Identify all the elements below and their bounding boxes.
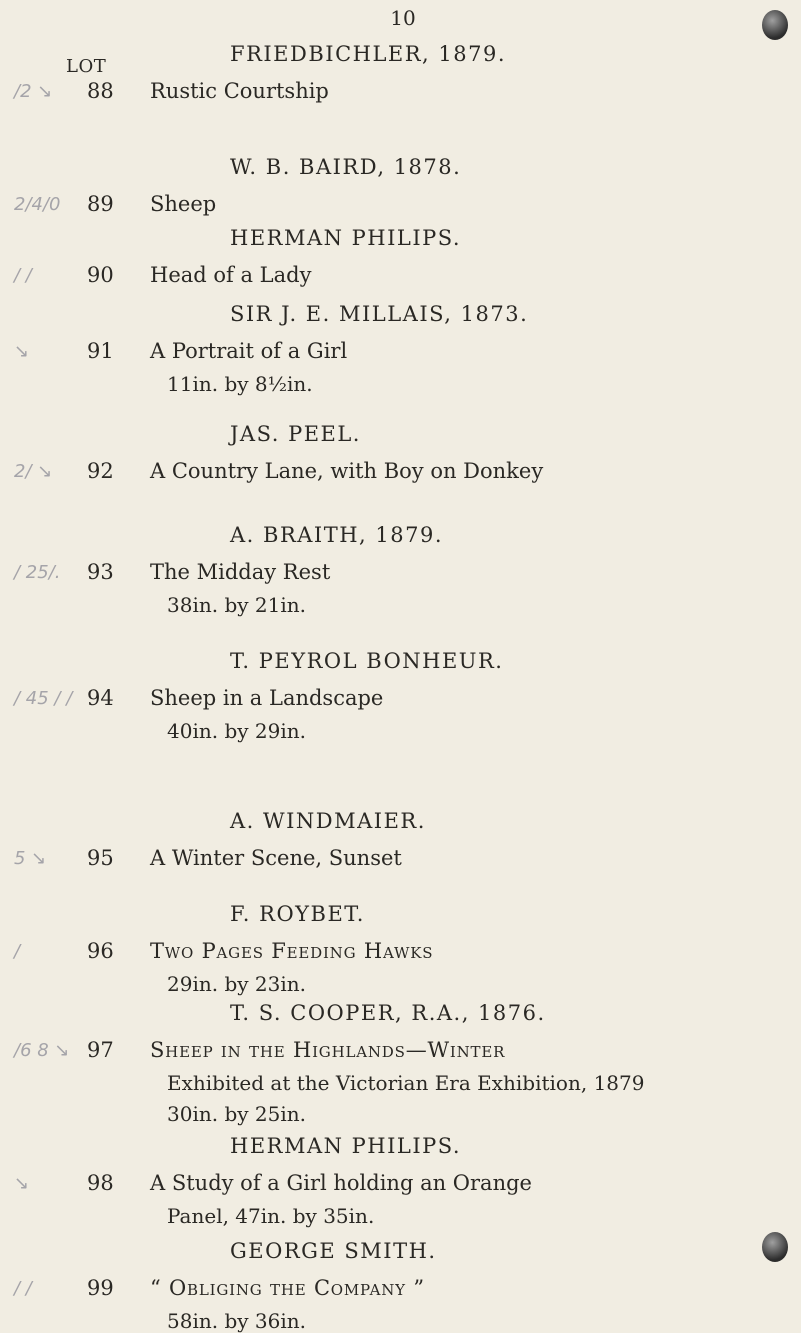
lot-detail: 29in. by 23in. [167, 972, 306, 996]
lot-title: Rustic Courtship [150, 79, 329, 103]
handwritten-price-note: /2 ↘ [14, 81, 53, 102]
lot-detail: 58in. by 36in. [167, 1309, 306, 1333]
artist-name: F. ROYBET. [230, 902, 365, 926]
artist-name: W. B. BAIRD, 1878. [230, 155, 462, 179]
lot-number: 94 [87, 686, 114, 710]
lot-title: Sheep in a Landscape [150, 686, 384, 710]
pin-hole-bottom [762, 1232, 788, 1262]
handwritten-price-note: / 45 / / [14, 688, 73, 709]
lot-detail: 11in. by 8½in. [167, 372, 313, 396]
handwritten-price-note: / / [14, 1278, 32, 1299]
lot-title: A Winter Scene, Sunset [150, 846, 402, 870]
lot-title: “ Obliging the Company ” [150, 1276, 425, 1300]
handwritten-price-note: / 25/. [14, 562, 61, 583]
lot-title: The Midday Rest [150, 560, 331, 584]
artist-name: SIR J. E. MILLAIS, 1873. [230, 302, 529, 326]
artist-name: A. BRAITH, 1879. [230, 523, 444, 547]
artist-name: JAS. PEEL. [230, 422, 361, 446]
handwritten-price-note: ↘ [14, 341, 30, 362]
page-number: 10 [390, 6, 416, 30]
artist-name: FRIEDBICHLER, 1879. [230, 42, 507, 66]
lot-title: A Study of a Girl holding an Orange [150, 1171, 532, 1195]
lot-column-header: LOT [66, 56, 107, 77]
artist-name: GEORGE SMITH. [230, 1239, 437, 1263]
lot-number: 96 [87, 939, 114, 963]
lot-number: 92 [87, 459, 114, 483]
lot-number: 88 [87, 79, 114, 103]
handwritten-price-note: / / [14, 265, 32, 286]
handwritten-price-note: 2/ ↘ [14, 461, 53, 482]
artist-name: HERMAN PHILIPS. [230, 226, 462, 250]
lot-number: 97 [87, 1038, 114, 1062]
lot-detail: Exhibited at the Victorian Era Exhibition, 1879 [167, 1071, 645, 1095]
lot-detail: Panel, 47in. by 35in. [167, 1204, 375, 1228]
handwritten-price-note: 5 ↘ [14, 848, 47, 869]
lot-detail: 40in. by 29in. [167, 719, 306, 743]
handwritten-price-note: / [14, 941, 21, 962]
lot-number: 95 [87, 846, 114, 870]
handwritten-price-note: 2/4/0 [14, 194, 61, 215]
lot-number: 99 [87, 1276, 114, 1300]
artist-name: T. S. COOPER, R.A., 1876. [230, 1001, 546, 1025]
lot-title: Sheep [150, 192, 217, 216]
lot-number: 89 [87, 192, 114, 216]
lot-detail: 38in. by 21in. [167, 593, 306, 617]
handwritten-price-note: ↘ [14, 1173, 30, 1194]
lot-detail: 30in. by 25in. [167, 1102, 306, 1126]
lot-number: 98 [87, 1171, 114, 1195]
artist-name: T. PEYROL BONHEUR. [230, 649, 504, 673]
lot-number: 90 [87, 263, 114, 287]
artist-name: A. WINDMAIER. [230, 809, 426, 833]
lot-title: Head of a Lady [150, 263, 312, 287]
lot-title: A Country Lane, with Boy on Donkey [150, 459, 544, 483]
lot-title: Sheep in the Highlands—Winter [150, 1038, 506, 1062]
lot-title: A Portrait of a Girl [150, 339, 348, 363]
artist-name: HERMAN PHILIPS. [230, 1134, 462, 1158]
handwritten-price-note: /6 8 ↘ [14, 1040, 70, 1061]
pin-hole-top [762, 10, 788, 40]
lot-number: 91 [87, 339, 114, 363]
lot-title: Two Pages Feeding Hawks [150, 939, 434, 963]
lot-number: 93 [87, 560, 114, 584]
